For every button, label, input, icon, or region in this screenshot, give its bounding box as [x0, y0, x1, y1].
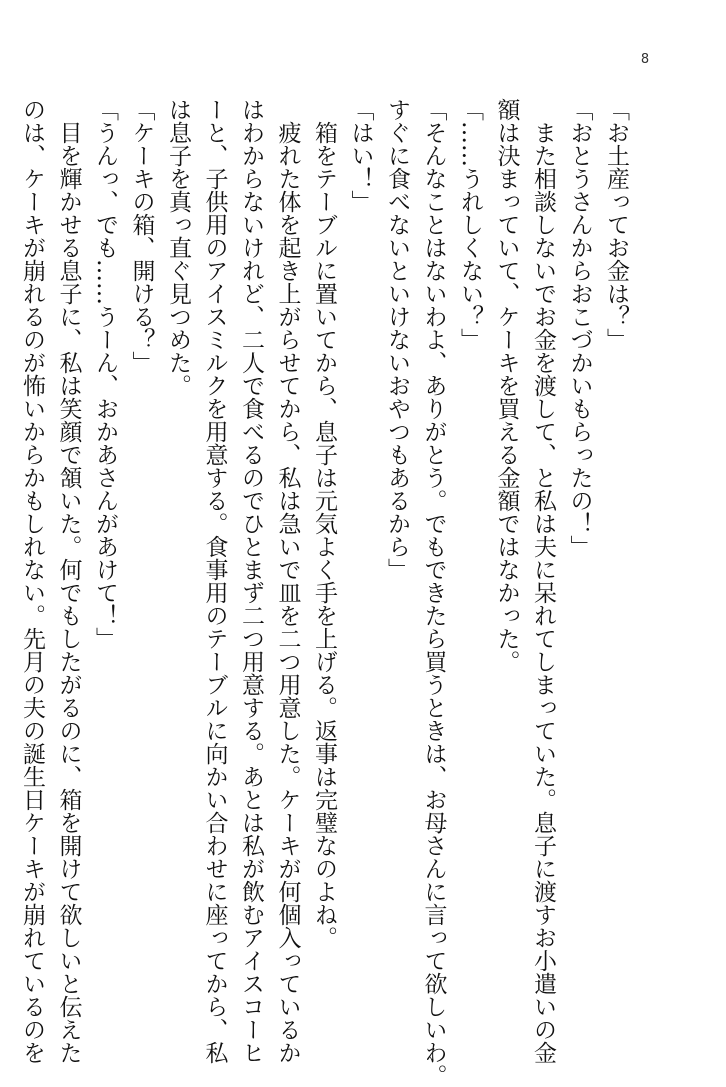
text-line: 「……うれしくない？」 [457, 98, 483, 351]
page-number: 8 [640, 52, 650, 67]
text-line: のは、ケーキが崩れるのが怖いからかもしれない。先月の夫の誕生日ケーキが崩れているのを [19, 98, 45, 1064]
text-line: 「ケーキの箱、開ける？」 [128, 98, 155, 374]
text-line: ーと、子供用のアイスミルクを用意する。食事用のテーブルに向かい合わせに座ってから、私 [201, 98, 228, 1064]
text-line: 「そんなことはないわよ、ありがとう。でもできたら買うときは、お母さんに言って欲しいわ。 [420, 98, 447, 1087]
text-line: すぐに食べないといけないおやつもあるから」 [384, 98, 410, 581]
text-line: 「はい！」 [347, 98, 374, 213]
text-line: 目を輝かせる息子に、私は笑顔で頷いた。何でもしたがるのに、箱を開けて欲しいと伝えた [55, 98, 82, 1064]
text-line: 額は決まっていて、ケーキを買える金額ではなかった。 [493, 98, 520, 673]
text-line: 疲れた体を起き上がらせてから、私は急いで皿を二つ用意した。ケーキが何個入っているか [274, 98, 301, 1064]
text-line: 「うんっ、でも……うーん、おかあさんがあけて！」 [92, 98, 118, 650]
novel-text-column [14, 98, 635, 1087]
text-line: はわからないけれど、二人で食べるのでひとまず二つ用意する。あとは私が飲むアイスコーヒ [238, 98, 264, 1064]
text-line: 「おとうさんからおこづかいもらったの！」 [566, 98, 593, 558]
text-line: 「お土産ってお金は？」 [603, 98, 629, 351]
text-line: また相談しないでお金を渡して、と私は夫に呆れてしまっていた。息子に渡すお小遣いの金 [530, 98, 556, 1064]
text-line: 箱をテーブルに置いてから、息子は元気よく手を上げる。返事は完璧なのよね。 [311, 98, 337, 949]
text-line: は息子を真っ直ぐ見つめた。 [165, 98, 191, 397]
